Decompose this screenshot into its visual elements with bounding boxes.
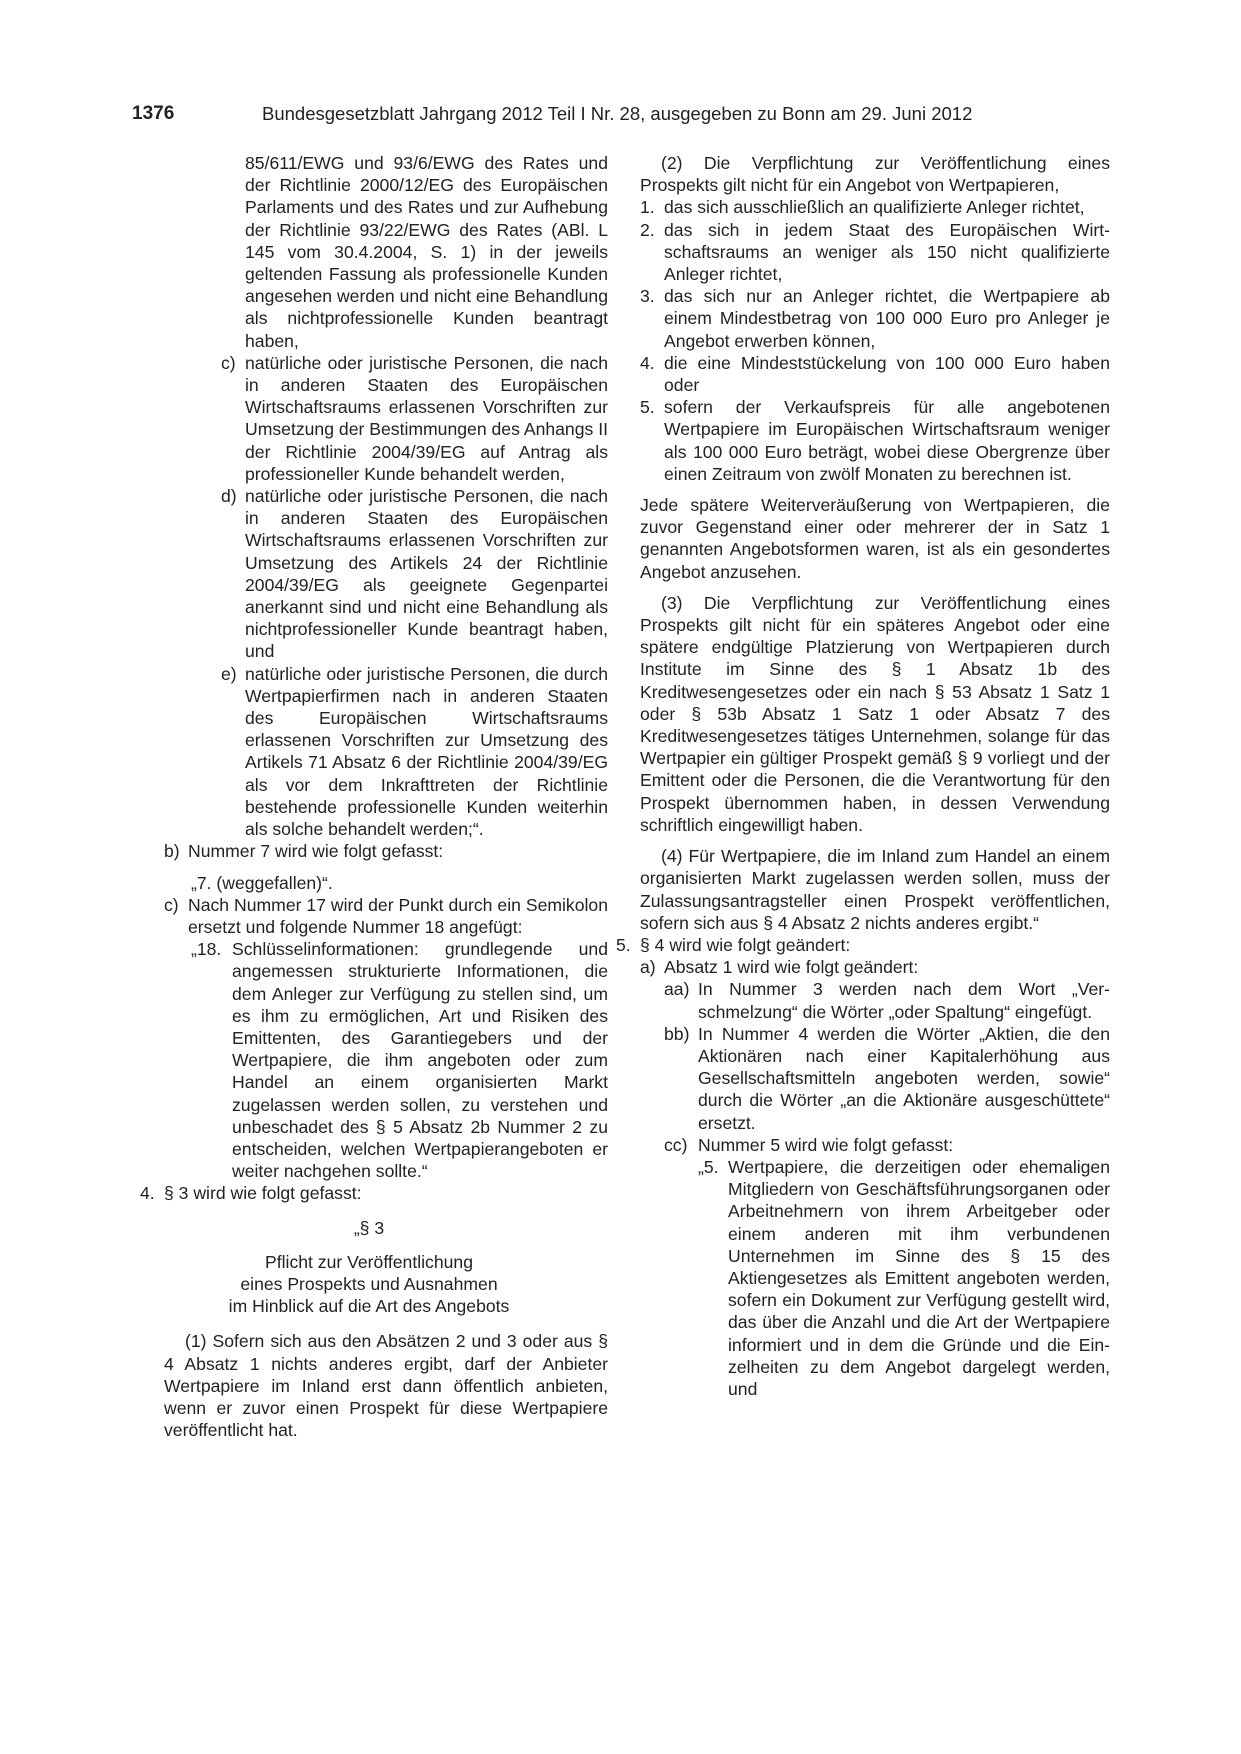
list-text: In Nummer 4 werden die Wörter „Aktien, die den Aktionären nach einer Kapitalerhöhung aus Gesellschaftsmitteln angeboten werden, sowie“ durch die Wörter „an die Aktionäre ausgeschüttete“ ersetzt. xyxy=(698,1023,1110,1133)
list-text: das sich nur an Anleger richtet, die Wertpapiere ab einem Mindestbetrag von 100 000 Euro pro Anleger je Angebot erwerben können, xyxy=(664,286,1110,351)
list-label: „5. xyxy=(698,1156,719,1177)
list-text: natürliche oder juristische Personen, die nach in anderen Staaten des Europäischen Wirtschaftsraums erlassenen Vorschriften zur Umsetzung des Artikels 24 der Richtlinie 2004/39/EG als geeignete Gegenpartei anerkannt sind und nicht eine Behandlung als nichtprofessioneller Kunde beantragt haben, und xyxy=(245,486,608,662)
list-item-bb xyxy=(664,1023,1110,1134)
list-item-c xyxy=(221,352,608,485)
list-item-3 xyxy=(640,285,1110,352)
list-text: Absatz 1 wird wie folgt geändert: xyxy=(664,957,919,978)
list-item-4 xyxy=(640,352,1110,396)
list-text: das sich ausschließlich an qualifizierte Anleger richtet, xyxy=(664,197,1085,218)
list-item-5 xyxy=(640,396,1110,485)
list-text: sofern der Verkaufspreis für alle angebotenen Wertpapiere im Europäischen Wirtschaftsraum weniger als 100 000 Euro beträgt, wobei diese Obergrenze über einen Zeitraum von zwölf Monaten zu berechnen ist. xyxy=(664,397,1110,484)
list-label: 1. xyxy=(640,197,655,218)
list-text: § 3 wird wie folgt gefasst: xyxy=(164,1183,362,1204)
list-item-aa xyxy=(664,978,1110,1022)
list-item-b xyxy=(164,840,608,862)
right-column xyxy=(616,152,1110,1400)
list-label: a) xyxy=(640,957,656,978)
list-item-d xyxy=(221,485,608,663)
list-item-1 xyxy=(640,196,1110,218)
list-label: bb) xyxy=(664,1023,690,1044)
list-label: 4. xyxy=(140,1183,155,1204)
section-heading-line: eines Prospekts und Ausnahmen xyxy=(240,1273,498,1294)
list-label: 4. xyxy=(640,352,655,373)
paragraph-abs4: (4) Für Wertpapiere, die im Inland zum Handel an einem organisierten Markt zugelassen werden sollen, muss der Zulassungsantragsteller einen Prospekt veröffentlichen, sofern sich aus § 4 Absatz 2 nichts anderes ergibt.“ xyxy=(640,846,1110,933)
list-label: aa) xyxy=(664,979,690,1000)
list-label: 3. xyxy=(640,286,655,307)
page-number: 1376 xyxy=(132,103,175,124)
quote-weggefallen: „7. (weggefallen)“. xyxy=(191,872,333,893)
list-label: „18. xyxy=(191,939,222,960)
paragraph-abs3: (3) Die Verpflichtung zur Veröffentlichung eines Prospekts gilt nicht für ein späteres Angebot oder eine spätere endgültige Platzierung von Wertpapieren durch Institute im Sinne des § 1 Absatz 1b des Kreditwesengesetzes oder ein nach § 53 Absatz 1 Satz 1 oder § 53b Absatz 1 Satz 1 oder Absatz 7 des Kreditwesengesetzes tätiges Unternehmen, solange für das Wertpapier ein gültiger Prospekt gemäß § 9 vorliegt und der Emittent oder die Personen, die die Verantwortung für den Prospekt übernommen haben, in dessen Verwendung schriftlich eingewilligt haben. xyxy=(640,592,1110,835)
paragraph-weiterveraeusserung: Jede spätere Weiterveräußerung von Wertpapieren, die zuvor Gegenstand einer oder mehrerer der in Satz 1 genannten Angebotsformen waren, ist als ein gesondertes Angebot anzusehen. xyxy=(640,495,1110,582)
list-text: Wertpapiere, die derzeitigen oder ehemaligen Mitgliedern von Geschäftsführungsorganen oder Arbeitnehmern von ihrem Arbeitgeber oder einem anderen mit ihm verbundenen Unternehmen im Sinne des § 15 des Aktiengesetzes als Emittent angeboten werden, sofern ein Dokument zur Verfügung gestellt wird, das über die Anzahl und die Art der Wertpapiere informiert und in dem die Gründe und die Einzelheiten zu dem Angebot dargelegt werden, und xyxy=(728,1156,1110,1399)
section-heading-line: im Hinblick auf die Art des Angebots xyxy=(228,1296,510,1317)
list-item-e xyxy=(221,663,608,841)
list-text: das sich in jedem Staat des Europäischen Wirtschaftsraums an weniger als 150 nicht qualifizierte Anleger richtet, xyxy=(664,219,1110,285)
list-text: natürliche oder juristische Personen, die durch Wertpapierfirmen nach in anderen Staaten des Europäischen Wirtschaftsraums erlassenen Vorschriften zur Umsetzung des Artikels 71 Absatz 6 der Richtlinie 2004/39/EG als vor dem Inkrafttreten der Richtlinie bestehende professionelle Kunden weiterhin als solche behandelt werden;“. xyxy=(245,663,608,840)
list-text: § 4 wird wie folgt geändert: xyxy=(640,934,851,955)
list-text: natürliche oder juristische Personen, die nach in anderen Staaten des Europäischen Wirtschaftsraums erlassenen Vorschriften zur Umsetzung der Bestimmungen des Anhangs II der Richtlinie 2004/39/EG auf Antrag als professioneller Kunde behandelt werden, xyxy=(245,352,608,484)
list-text: Nummer 5 wird wie folgt gefasst: xyxy=(698,1134,954,1155)
section-heading-line: Pflicht zur Veröffentlichung xyxy=(265,1251,473,1272)
list-item-cc xyxy=(664,1134,1110,1156)
list-text: Nummer 7 wird wie folgt gefasst: xyxy=(188,841,444,862)
page-header xyxy=(132,103,1112,129)
list-item-4 xyxy=(140,1182,608,1204)
list-text: die eine Mindeststückelung von 100 000 Euro haben oder xyxy=(664,352,1110,396)
list-item-a xyxy=(640,956,1110,978)
list-label: cc) xyxy=(664,1134,688,1155)
section-title: „§ 3 xyxy=(353,1217,385,1238)
list-item-quote-5 xyxy=(698,1156,1110,1400)
list-item-2 xyxy=(640,219,1110,286)
list-label: 5. xyxy=(616,934,631,955)
list-item-5-main xyxy=(616,934,1110,956)
list-label: c) xyxy=(164,894,179,915)
list-label: d) xyxy=(221,486,237,507)
list-label: c) xyxy=(221,352,236,373)
list-label: 5. xyxy=(640,397,655,418)
list-text: Schlüsselinformationen: grundlegende und angemessen strukturierte Informationen, die dem Anleger zur Verfügung zu stellen sind, um es ihm zu ermöglichen, Art und Risiken des Emittenten, des Garantiegebers und der Wertpapiere, die ihm angeboten oder zum Handel an einem organisierten Markt zugelassen werden sollen, zu verstehen und unbeschadet des § 5 Absatz 2b Nummer 2 zu entscheiden, welchen Wertpapierangeboten er weiter nachgehen sollte.“ xyxy=(232,939,608,1182)
list-item-18 xyxy=(191,938,608,1182)
running-title: Bundesgesetzblatt Jahrgang 2012 Teil I Nr. 28, ausgegeben zu Bonn am 29. Juni 2012 xyxy=(262,103,973,124)
paragraph-abs1: (1) Sofern sich aus den Absätzen 2 und 3 oder aus § 4 Absatz 1 nichts anderes ergibt, darf der Anbieter Wertpapiere im Inland erst dann öffentlich anbieten, wenn er zuvor einen Prospekt für diese Wertpapiere veröffentlicht hat. xyxy=(164,1331,608,1441)
continuation-paragraph: 85/611/EWG und 93/6/EWG des Rates und der Richtlinie 2000/12/EG des Europäischen Parlaments und des Rates und zur Aufhebung der Richtlinie 93/22/EWG des Rates (ABl. L 145 vom 30.4.2004, S. 1) in der jeweils geltenden Fassung als professionelle Kunden angesehen werden und nicht eine Behandlung als nichtprofessionelle Kunden beantragt haben, xyxy=(245,153,608,351)
list-text: In Nummer 3 werden nach dem Wort „Verschmelzung“ die Wörter „oder Spaltung“ eingefügt. xyxy=(698,979,1110,1022)
list-item-c2 xyxy=(164,894,608,938)
paragraph-abs2: (2) Die Verpflichtung zur Veröffentlichung eines Prospekts gilt nicht für ein Angebot von Wertpapieren, xyxy=(640,153,1110,196)
list-label: 2. xyxy=(640,219,655,240)
list-label: b) xyxy=(164,841,180,862)
list-text: Nach Nummer 17 wird der Punkt durch ein Semikolon ersetzt und folgende Nummer 18 angefügt: xyxy=(188,894,608,937)
left-column xyxy=(130,152,608,1441)
list-label: e) xyxy=(221,663,237,684)
